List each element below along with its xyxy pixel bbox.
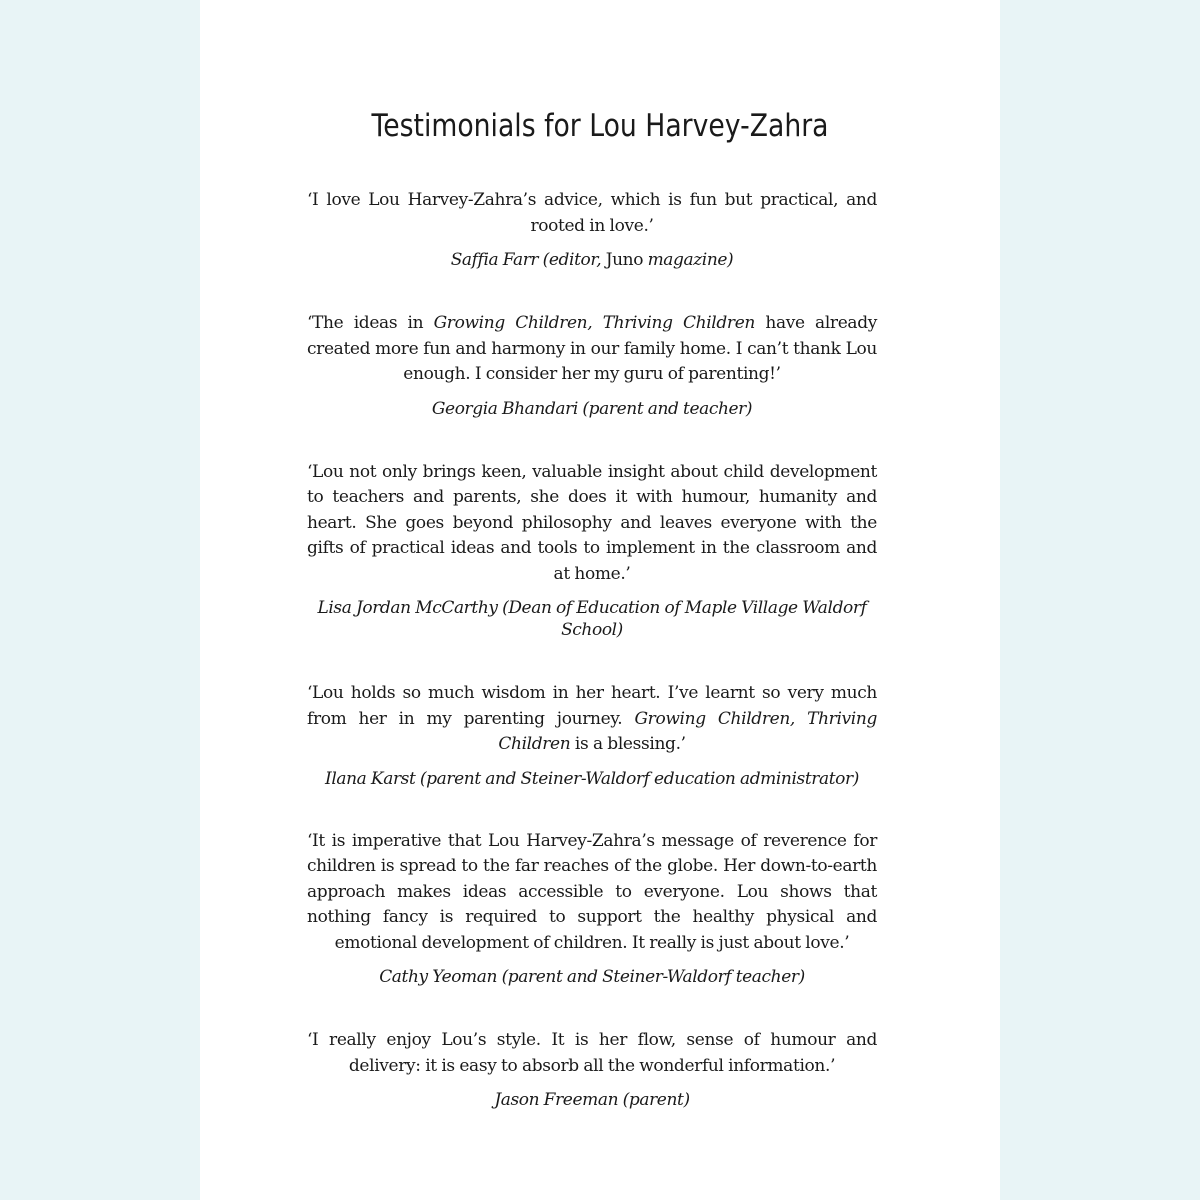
testimonial-quote bbox=[307, 311, 877, 388]
author-role: magazine) bbox=[643, 250, 734, 270]
book-title: Growing Children, Thriving Children bbox=[498, 708, 877, 754]
testimonial bbox=[307, 460, 877, 642]
testimonial-quote: ‘I really enjoy Lou’s style. It is her flow, sense of humour and delivery: it is easy to absorb all the wonderful information.’ bbox=[307, 1030, 877, 1076]
quote-text: have already created more fun and harmony in our family home. I can’t thank Lou enough. I consider her my guru of parenting!’ bbox=[307, 313, 877, 384]
magazine-name: Juno bbox=[605, 250, 644, 270]
quote-text: ‘Lou holds so much wisdom in her heart. I’ve learnt so very much from her in my parenting journey. bbox=[307, 683, 877, 729]
page-title: Testimonials for Lou Harvey-Zahra bbox=[371, 108, 829, 144]
testimonial-quote: ‘Lou not only brings keen, valuable insight about child development to teachers and parents, she does it with humour, humanity and heart. She goes beyond philosophy and leaves everyone with the gifts of practical ideas and tools to implement in the classroom and at home.’ bbox=[307, 461, 877, 584]
testimonials-list bbox=[307, 188, 877, 1111]
book-title: Growing Children, Thriving Children bbox=[433, 313, 756, 333]
testimonial bbox=[307, 829, 877, 989]
book-page bbox=[200, 0, 1000, 1200]
author-name: Saffia Farr (editor, bbox=[450, 250, 606, 270]
testimonial-author: Cathy Yeoman (parent and Steiner-Waldorf teacher) bbox=[379, 967, 805, 987]
testimonial-quote: ‘I love Lou Harvey-Zahra’s advice, which is fun but practical, and rooted in love.’ bbox=[307, 190, 877, 236]
testimonial bbox=[307, 188, 877, 271]
testimonial bbox=[307, 681, 877, 790]
testimonial-author: Lisa Jordan McCarthy (Dean of Education of Maple Village Waldorf School) bbox=[317, 598, 867, 640]
testimonial-author: Jason Freeman (parent) bbox=[494, 1090, 690, 1110]
testimonial bbox=[307, 311, 877, 420]
quote-text: ‘The ideas in bbox=[307, 313, 434, 333]
quote-text: is a blessing.’ bbox=[570, 734, 686, 754]
testimonial-author: Georgia Bhandari (parent and teacher) bbox=[431, 398, 753, 419]
testimonial bbox=[307, 1028, 877, 1111]
testimonial-author bbox=[307, 249, 877, 271]
testimonial-author: Ilana Karst (parent and Steiner-Waldorf education administrator) bbox=[325, 768, 859, 789]
testimonial-quote bbox=[307, 681, 877, 758]
testimonial-quote: ‘It is imperative that Lou Harvey-Zahra’s message of reverence for children is spread to the far reaches of the globe. Her down-to-earth approach makes ideas accessible to everyone. Lou shows that nothing fancy is required to support the healthy physical and emotional development of children. It really is just about love.’ bbox=[307, 830, 877, 953]
